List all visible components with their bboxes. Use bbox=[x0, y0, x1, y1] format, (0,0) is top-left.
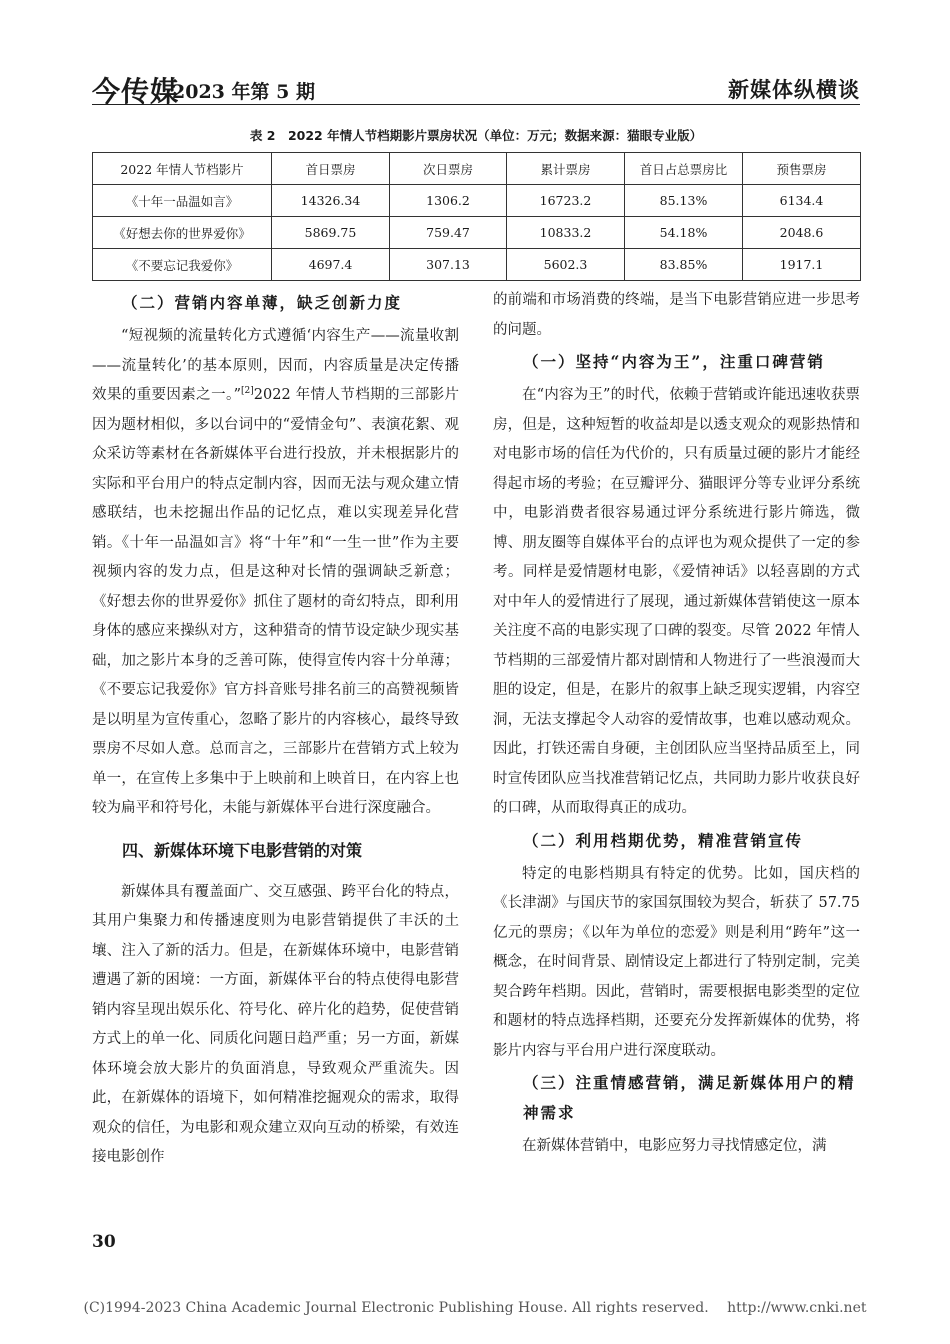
table-cell: 5869.75 bbox=[272, 217, 390, 249]
body-paragraph: 在新媒体营销中，电影应努力寻找情感定位，满 bbox=[522, 1138, 827, 1154]
table-cell: 《好想去你的世界爱你》 bbox=[93, 217, 272, 249]
paragraph-text: “短视频的流量转化方式遵循‘内容生产——流量收割——流量转化’的基本原则，因而，内容质量是决定传播效果的重要因素之一。” bbox=[92, 328, 459, 403]
table-cell: 《不要忘记我爱你》 bbox=[93, 249, 272, 281]
table-header-cell: 次日票房 bbox=[390, 153, 507, 185]
table-row bbox=[93, 249, 861, 281]
table-cell: 16723.2 bbox=[507, 185, 625, 217]
subsection-heading: （一）坚持“内容为王”，注重口碑营销 bbox=[523, 352, 825, 371]
table-cell: 4697.4 bbox=[272, 249, 390, 281]
table-cell: 85.13% bbox=[625, 185, 743, 217]
table-header-cell: 累计票房 bbox=[507, 153, 625, 185]
body-paragraph: 的前端和市场消费的终端，是当下电影营销应进一步思考的问题。 bbox=[493, 292, 860, 338]
table-cell: 1917.1 bbox=[743, 249, 861, 281]
right-column bbox=[493, 286, 860, 1162]
table-cell: 14326.34 bbox=[272, 185, 390, 217]
copyright-line: (C)1994-2023 China Academic Journal Electronic Publishing House. All rights reserved. http://www.cnki.net bbox=[83, 1300, 867, 1316]
left-column bbox=[92, 286, 459, 1173]
table-row bbox=[93, 185, 861, 217]
table-cell: 54.18% bbox=[625, 217, 743, 249]
body-paragraph: 新媒体具有覆盖面广、交互感强、跨平台化的特点，其用户集聚力和传播速度则为电影营销提供了丰沃的土壤、注入了新的活力。但是，在新媒体环境中，电影营销遭遇了新的困境：一方面，新媒体平台的特点使得电影营销内容呈现出娱乐化、符号化、碎片化的趋势，促使营销方式上的单一化、同质化问题日趋严重；另一方面，新媒体环境会放大影片的负面消息，导致观众严重流失。因此，在新媒体的语境下，如何精准挖掘观众的需求，取得观众的信任，为电影和观众建立双向互动的桥梁，有效连接电影创作 bbox=[92, 883, 459, 1165]
paragraph-text: 2022 年情人节档期的三部影片因为题材相似，多以台词中的“爱情金句”、表演花絮、观众采访等素材在各新媒体平台进行投放，并未根据影片的实际和平台用户的特点定制内容，因而无法与观众建立情感联结，也未挖掘出作品的记忆点，难以实现差异化营销。《十年一品温如言》将“十年”和“一生一世”作为主要视频内容的发力点，但是这种对长情的强调缺乏新意；《好想去你的世界爱你》抓住了题材的奇幻特点，即利用身体的感应来操纵对方，这种猎奇的情节设定缺少现实基础，加之影片本身的乏善可陈，使得宣传内容十分单薄；《不要忘记我爱你》官方抖音账号排名前三的高赞视频皆是以明星为宣传重心，忽略了影片的内容核心，最终导致票房不尽如人意。总而言之，三部影片在营销方式上较为单一，在宣传上多集中于上映前和上映首日，在内容上也较为扁平和符号化，未能与新媒体平台进行深度融合。 bbox=[92, 387, 459, 816]
table-cell: 2048.6 bbox=[743, 217, 861, 249]
box-office-table bbox=[92, 152, 861, 281]
table-header-cell: 2022 年情人节档影片 bbox=[93, 153, 272, 185]
table-cell: 5602.3 bbox=[507, 249, 625, 281]
journal-name: 今传媒 bbox=[92, 75, 180, 108]
page-number: 30 bbox=[92, 1232, 116, 1252]
citation-ref: [2] bbox=[241, 386, 254, 397]
section-heading: 四、新媒体环境下电影营销的对策 bbox=[122, 840, 363, 860]
subsection-heading: （二）营销内容单薄，缺乏创新力度 bbox=[122, 293, 403, 312]
subsection-heading: （二）利用档期优势，精准营销宣传 bbox=[523, 830, 804, 850]
table-header-row bbox=[93, 153, 861, 185]
table-cell: 10833.2 bbox=[507, 217, 625, 249]
journal-issue: 2023 年第 5 期 bbox=[172, 81, 315, 103]
table-caption: 表 2 2022 年情人节档期影片票房状况（单位：万元；数据来源：猫眼专业版） bbox=[249, 128, 703, 143]
header-rule bbox=[92, 104, 860, 105]
table-cell: 307.13 bbox=[390, 249, 507, 281]
table-cell: 1306.2 bbox=[390, 185, 507, 217]
table-header-cell: 预售票房 bbox=[743, 153, 861, 185]
page-header bbox=[92, 66, 860, 106]
subsection-heading: （三）注重情感营销，满足新媒体用户的精神需求 bbox=[523, 1073, 856, 1122]
body-paragraph: 在“内容为王”的时代，依赖于营销或许能迅速收获票房，但是，这种短暂的收益却是以透支观众的观影热情和对电影市场的信任为代价的，只有质量过硬的影片才能经得起市场的考验；在豆瓣评分、猫眼评分等专业评分系统中，电影消费者很容易通过评分系统进行影片筛选，微博、朋友圈等自媒体平台的点评也为观众提供了一定的参考。同样是爱情题材电影，《爱情神话》以轻喜剧的方式对中年人的爱情进行了展现，通过新媒体营销使这一原本关注度不高的电影实现了口碑的裂变。尽管 2022 年情人节档期的三部爱情片都对剧情和人物进行了一些浪漫而大胆的设定，但是，在影片的叙事上缺乏现实逻辑，内容空洞，无法支撑起令人动容的爱情故事，也难以感动观众。因此，打铁还需自身硬，主创团队应当坚持品质至上，同时宣传团队应当找准营销记忆点，共同助力影片收获良好的口碑，从而取得真正的成功。 bbox=[493, 387, 860, 816]
table-header-cell: 首日票房 bbox=[272, 153, 390, 185]
body-paragraph bbox=[92, 322, 459, 824]
table-row bbox=[93, 217, 861, 249]
table-cell: 759.47 bbox=[390, 217, 507, 249]
column-name: 新媒体纵横谈 bbox=[728, 77, 860, 102]
table-cell: 《十年一品温如言》 bbox=[93, 185, 272, 217]
table-cell: 83.85% bbox=[625, 249, 743, 281]
body-paragraph: 特定的电影档期具有特定的优势。比如，国庆档的《长津湖》与国庆节的家国氛围较为契合，斩获了 57.75 亿元的票房；《以年为单位的恋爱》则是利用“跨年”这一概念，在时间背景、剧情设定上都进行了特别定制，完美契合跨年档期。因此，营销时，需要根据电影类型的定位和题材的特点选择档期，还要充分发挥新媒体的优势，将影片内容与平台用户进行深度联动。 bbox=[493, 865, 860, 1059]
table-cell: 6134.4 bbox=[743, 185, 861, 217]
table-header-cell: 首日占总票房比 bbox=[625, 153, 743, 185]
